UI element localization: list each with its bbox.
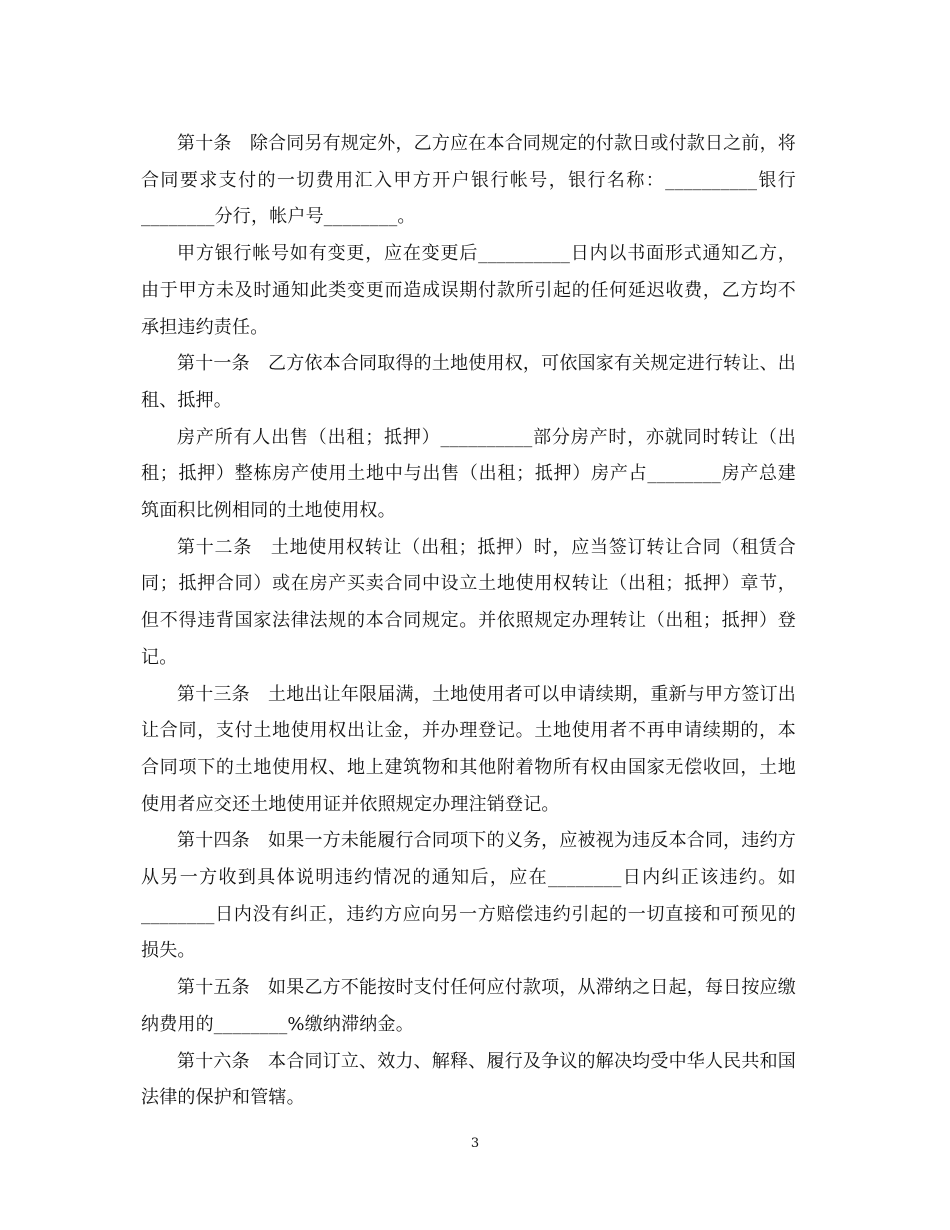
article-13-paragraph: 第十三条 土地出让年限届满，土地使用者可以申请续期，重新与甲方签订出让合同，支付土地使用权出让金，并办理登记。土地使用者不再申请续期的，本合同项下的土地使用权、地上建筑物和其他附着物所有权由国家无偿收回，土地使用者应交还土地使用证并依照规定办理注销登记。 [141, 683, 796, 815]
property-sale-paragraph: 房产所有人出售（出租；抵押）__________部分房产时，亦就同时转让（出租；抵押）整栋房产使用土地中与出售（出租；抵押）房产占________房产总建筑面积比例相同的土地使用权。 [141, 426, 796, 522]
document-body [141, 126, 796, 1117]
article-11-paragraph: 第十一条 乙方依本合同取得的土地使用权，可依国家有关规定进行转让、出租、抵押。 [141, 353, 796, 411]
article-16-paragraph: 第十六条 本合同订立、效力、解释、履行及争议的解决均受中华人民共和国法律的保护和管辖。 [141, 1050, 796, 1109]
page-number: 3 [470, 1136, 480, 1151]
article-15-paragraph: 第十五条 如果乙方不能按时支付任何应付款项，从滞纳之日起，每日按应缴纳费用的________%缴纳滞纳金。 [141, 977, 796, 1035]
article-12-paragraph: 第十二条 土地使用权转让（出租；抵押）时，应当签订转让合同（租赁合同；抵押合同）或在房产买卖合同中设立土地使用权转让（出租；抵押）章节，但不得违背国家法律法规的本合同规定。并依照规定办理转让（出租；抵押）登记。 [141, 536, 796, 668]
bank-account-change-paragraph: 甲方银行帐号如有变更，应在变更后__________日内以书面形式通知乙方，由于甲方未及时通知此类变更而造成误期付款所引起的任何延迟收费，乙方均不承担违约责任。 [141, 243, 796, 338]
article-14-paragraph: 第十四条 如果一方未能履行合同项下的义务，应被视为违反本合同，违约方从另一方收到具体说明违约情况的通知后，应在________日内纠正该违约。如________日内没有纠正，违约方应向另一方赔偿违约引起的一切直接和可预见的损失。 [141, 830, 796, 962]
article-10-paragraph: 第十条 除合同另有规定外，乙方应在本合同规定的付款日或付款日之前，将合同要求支付的一切费用汇入甲方开户银行帐号，银行名称：__________银行________分行，帐户号________。 [141, 133, 796, 228]
